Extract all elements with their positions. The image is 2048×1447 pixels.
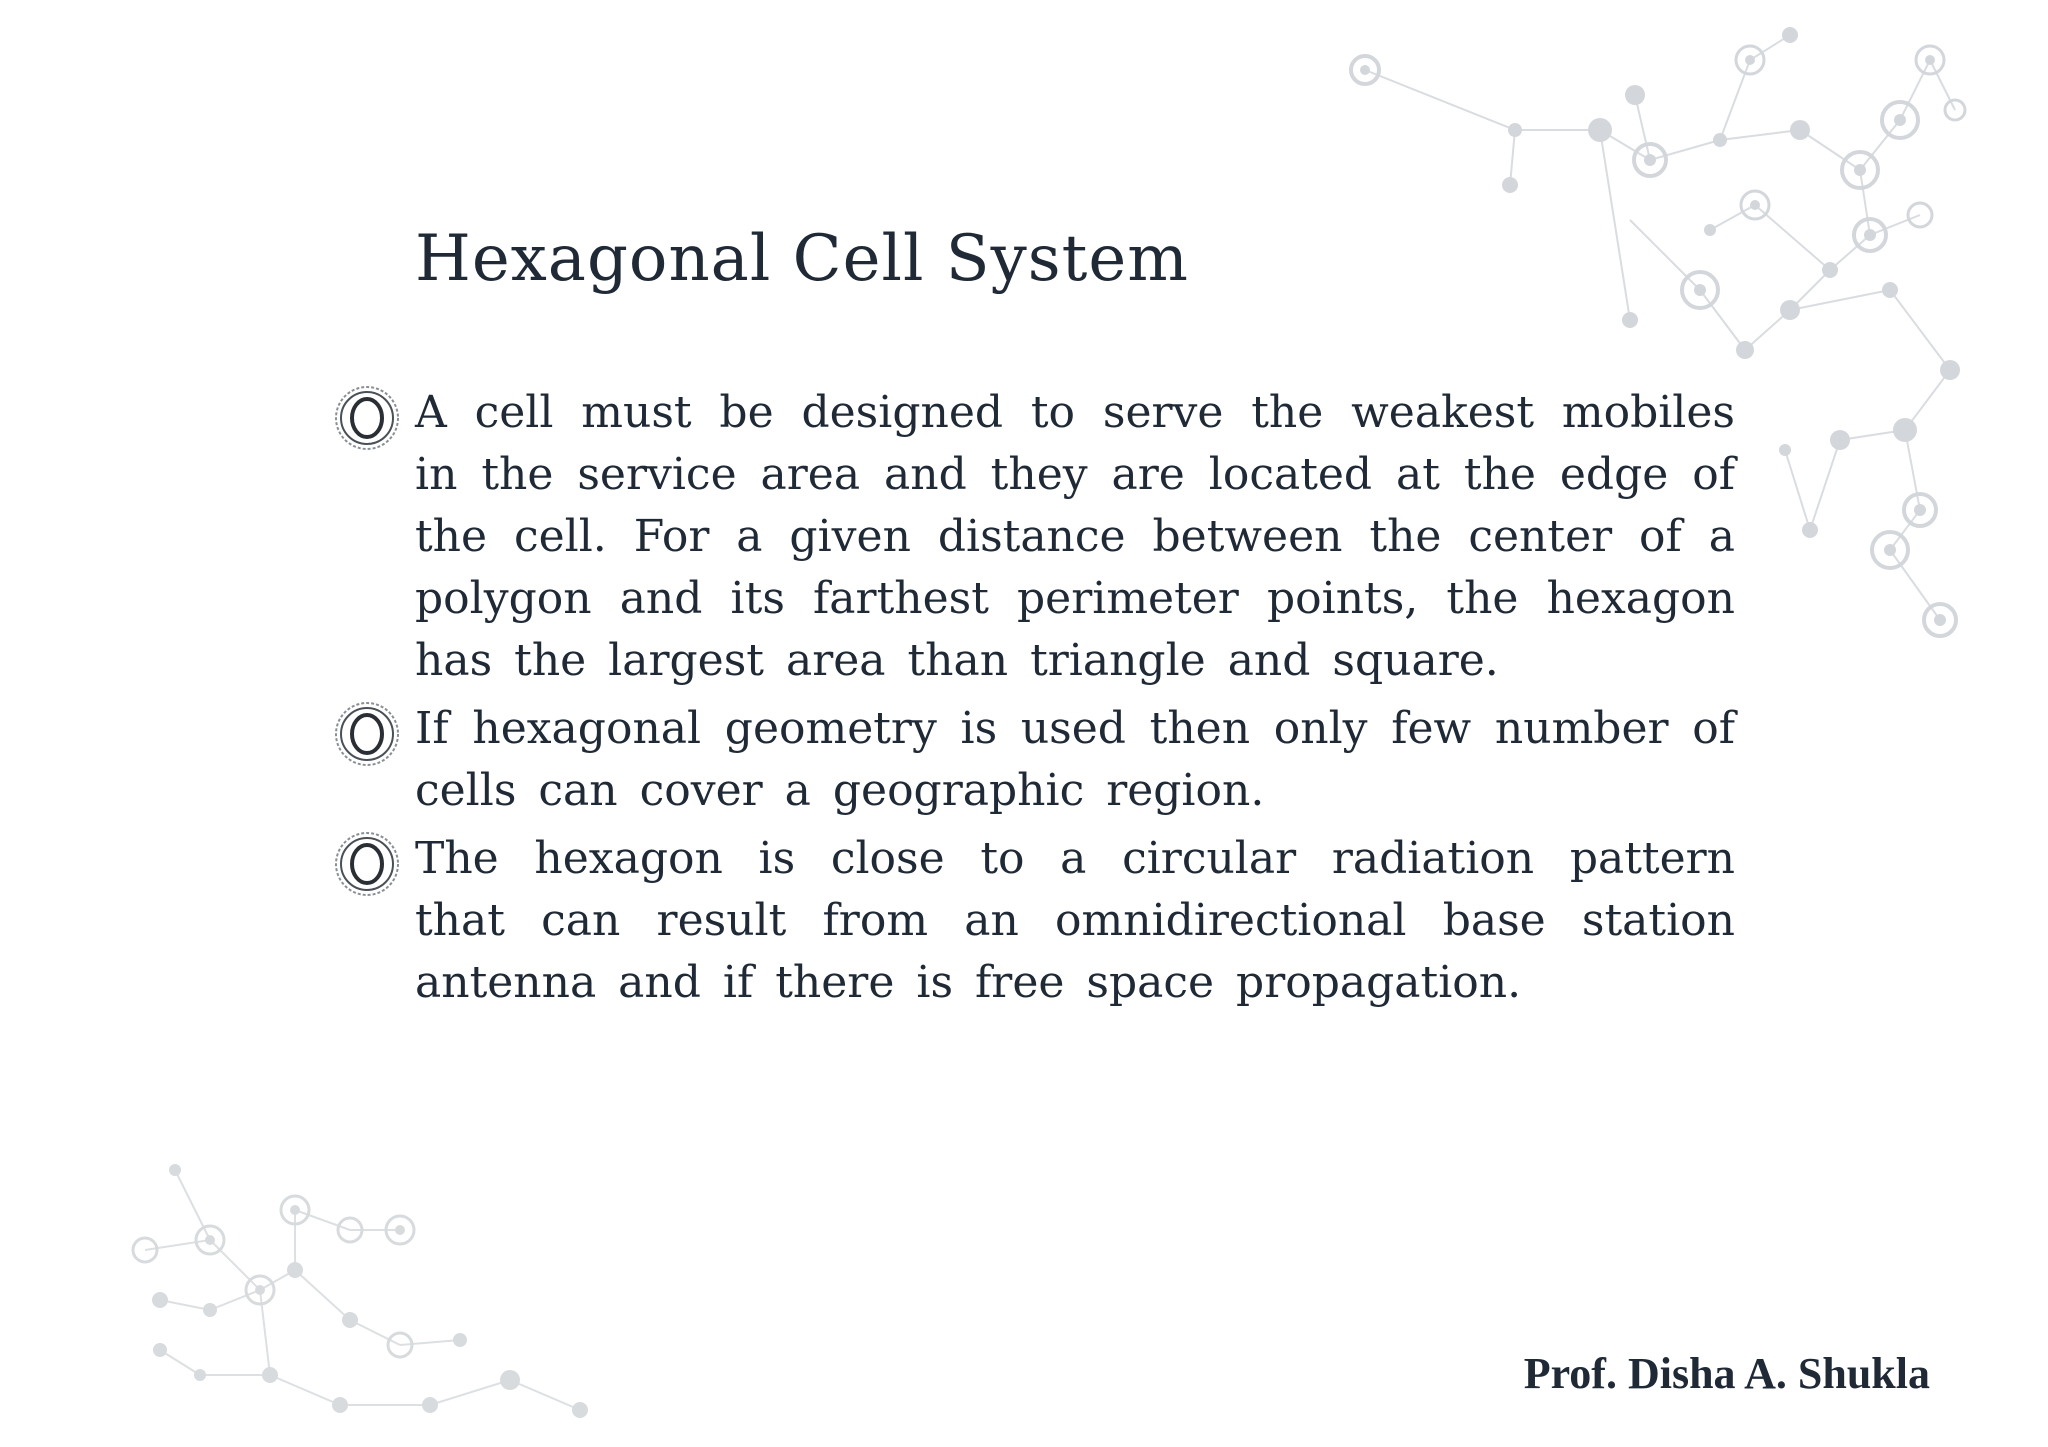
bullet-text: The hexagon is close to a circular radiation pattern that can result from an omnidirectional base station antenna and if there is free space propagation. (415, 833, 1735, 1008)
double-circle-bullet-icon (331, 698, 403, 770)
double-circle-bullet-icon (331, 828, 403, 900)
bullet-list (415, 382, 1735, 1014)
page-title: Hexagonal Cell System (415, 222, 1189, 296)
bullet-text: A cell must be designed to serve the weakest mobiles in the service area and they are located at the edge of the cell. For a given distance between the center of a polygon and its farthest perimeter points, the hexagon has the largest area than triangle and square. (415, 387, 1735, 686)
author-credit: Prof. Disha A. Shukla (1523, 1349, 1930, 1398)
list-item (415, 382, 1735, 692)
list-item (415, 698, 1735, 822)
network-nodes-icon (100, 1140, 620, 1430)
bullet-text: If hexagonal geometry is used then only few number of cells can cover a geographic region. (415, 703, 1735, 816)
double-circle-bullet-icon (331, 382, 403, 454)
list-item (415, 828, 1735, 1014)
